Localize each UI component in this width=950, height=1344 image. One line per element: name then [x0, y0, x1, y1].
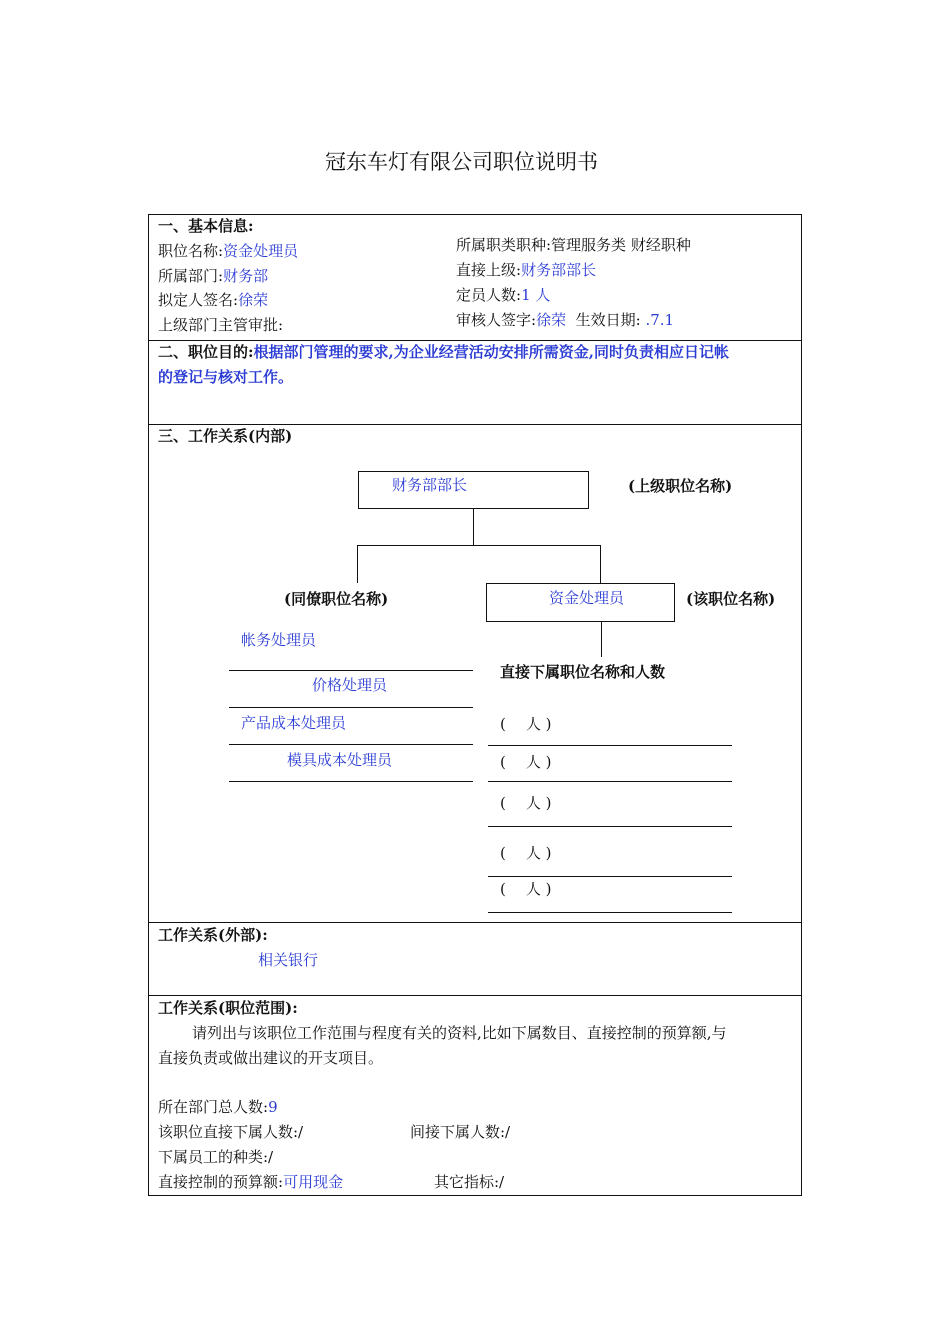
- peer-underline: [229, 744, 473, 745]
- headcount-value: 1 人: [521, 286, 551, 304]
- purpose-line-1: [158, 345, 729, 360]
- supervisor-value: 财务部部长: [521, 261, 597, 279]
- peer-item: 价格处理员: [312, 676, 388, 694]
- department-total-value: 9: [268, 1098, 278, 1116]
- scope-heading: 工作关系(职位范围):: [158, 999, 298, 1017]
- reviewer-value: 徐荣: [536, 311, 567, 329]
- direct-subordinates: 该职位直接下属人数:/: [158, 1123, 304, 1141]
- external-heading: 工作关系(外部):: [158, 926, 268, 944]
- subordinate-slot: ( 人 ): [500, 753, 552, 771]
- self-box-label: 资金处理员: [549, 589, 625, 607]
- connector: [600, 545, 601, 583]
- effective-date-value: .7.1: [645, 311, 675, 329]
- headcount-label: 定员人数:: [456, 286, 522, 304]
- purpose-text-2: 的登记与核对工作。: [158, 368, 294, 386]
- other-indicators: 其它指标:/: [434, 1173, 505, 1191]
- connector: [473, 508, 474, 545]
- purpose-text-1: 根据部门管理的要求,为企业经营活动安排所需资金,同时负责相应日记帐: [253, 343, 729, 361]
- department-label: 所属部门:: [158, 267, 224, 285]
- subordinate-types: 下属员工的种类:/: [158, 1148, 274, 1166]
- budget-field: [158, 1175, 343, 1190]
- budget-label: 直接控制的预算额:: [158, 1173, 284, 1191]
- drafter-label: 拟定人签名:: [158, 291, 239, 309]
- divider: [148, 995, 802, 996]
- page-title: 冠东车灯有限公司职位说明书: [325, 150, 598, 174]
- external-value: 相关银行: [258, 951, 319, 969]
- reviewer-field: [456, 313, 674, 328]
- peer-caption: (同僚职位名称): [284, 590, 389, 608]
- connector: [601, 621, 602, 657]
- subordinate-underline: [488, 826, 732, 827]
- supervisor-field: [456, 263, 596, 278]
- subordinate-underline: [488, 876, 732, 877]
- superior-caption: (上级职位名称): [628, 477, 733, 495]
- drafter-field: [158, 293, 268, 308]
- subordinate-underline: [488, 781, 732, 782]
- self-caption: (该职位名称): [686, 590, 776, 608]
- subordinate-slot: ( 人 ): [500, 844, 552, 862]
- scope-description-2: 直接负责或做出建议的开支项目。: [158, 1049, 384, 1067]
- peer-item: 帐务处理员: [241, 631, 317, 649]
- subordinate-slot: ( 人 ): [500, 880, 552, 898]
- supervisor-label: 直接上级:: [456, 261, 522, 279]
- purpose-heading: 二、职位目的:: [158, 343, 254, 361]
- divider: [148, 340, 802, 341]
- job-category: 所属职类职种:管理服务类 财经职种: [456, 236, 691, 254]
- basic-info-heading: 一、基本信息:: [158, 217, 254, 235]
- divider: [148, 922, 802, 923]
- subordinate-slot: ( 人 ): [500, 794, 552, 812]
- position-name-field: [158, 244, 298, 259]
- subordinate-caption: 直接下属职位名称和人数: [500, 663, 666, 681]
- peer-item: 模具成本处理员: [287, 751, 393, 769]
- department-total-label: 所在部门总人数:: [158, 1098, 269, 1116]
- drafter-value: 徐荣: [238, 291, 269, 309]
- headcount-field: [456, 288, 550, 303]
- subordinate-underline: [488, 912, 732, 913]
- peer-underline: [229, 707, 473, 708]
- internal-heading: 三、工作关系(内部): [158, 427, 293, 445]
- subordinate-slot: ( 人 ): [500, 715, 552, 733]
- position-name-label: 职位名称:: [158, 242, 224, 260]
- scope-description-1: 请列出与该职位工作范围与程度有关的资料,比如下属数目、直接控制的预算额,与: [192, 1024, 727, 1042]
- department-field: [158, 269, 268, 284]
- connector: [357, 545, 601, 546]
- position-name-value: 资金处理员: [223, 242, 299, 260]
- department-value: 财务部: [223, 267, 269, 285]
- subordinate-underline: [488, 745, 732, 746]
- peer-underline: [229, 781, 473, 782]
- reviewer-label: 审核人签字:: [456, 311, 537, 329]
- indirect-subordinates: 间接下属人数:/: [410, 1123, 511, 1141]
- divider: [148, 424, 802, 425]
- approval-label: 上级部门主管审批:: [158, 316, 284, 334]
- effective-date-label: 生效日期:: [575, 311, 641, 329]
- peer-underline: [229, 670, 473, 671]
- department-total-field: [158, 1100, 278, 1115]
- budget-value: 可用现金: [283, 1173, 344, 1191]
- superior-box-label: 财务部部长: [392, 476, 468, 494]
- peer-item: 产品成本处理员: [241, 714, 347, 732]
- connector: [357, 545, 358, 583]
